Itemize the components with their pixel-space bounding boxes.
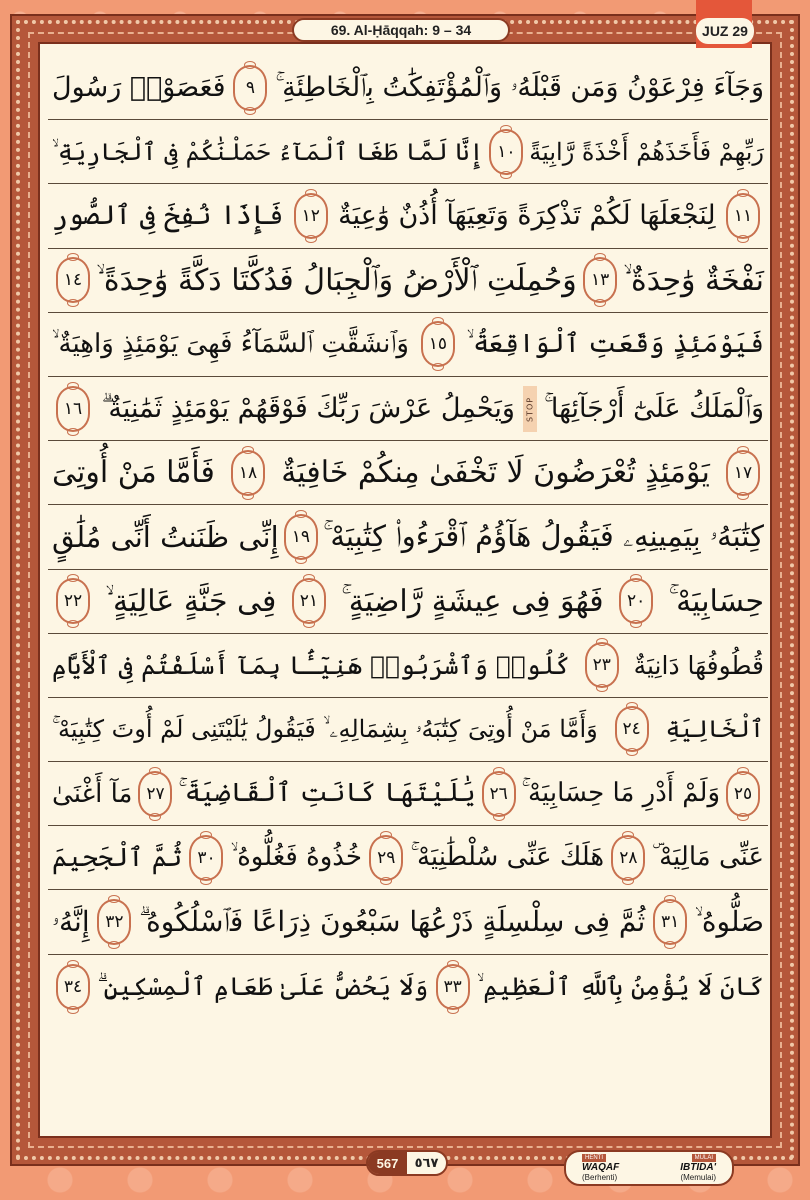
ayah-number-marker: ٢٥: [726, 771, 760, 817]
ayah-number-marker: ٣٤: [56, 964, 90, 1010]
text-line: [48, 505, 768, 569]
verse-text: يَٰلَيْتَهَا كَانَتِ ٱلْقَاضِيَةَ ۚ: [178, 778, 476, 809]
ayah-number-marker: ٣٠: [189, 835, 223, 881]
ayah-number-marker: ٢٩: [369, 835, 403, 881]
waqaf-tag: HENTI: [582, 1154, 606, 1162]
text-line: [48, 184, 768, 248]
text-line: [48, 826, 768, 890]
verse-text: وَٱنشَقَّتِ ٱلسَّمَآءُ فَهِىَ يَوْمَئِذٍ وَاهِيَةٌ ۙ: [52, 328, 409, 359]
verse-text: هَلَكَ عَنِّى سُلْطَٰنِيَهْ ۚ: [410, 842, 605, 873]
text-line: [48, 377, 768, 441]
verse-text: إِنَّهُۥ: [52, 905, 90, 939]
verse-text: نَفْخَةٌ وَٰحِدَةٌ ۙ: [623, 262, 764, 298]
verse-text: عَنِّى مَالِيَهْ ۜ: [652, 842, 764, 873]
ayah-number-marker: ٢٠: [619, 578, 653, 624]
ayah-number-marker: ٢٧: [138, 771, 172, 817]
verse-text: كِتَٰبَهُۥ بِيَمِينِهِۦ فَيَقُولُ هَآؤُمُ ٱقْرَءُوا۟ كِتَٰبِيَهْ ۚ: [323, 519, 764, 554]
ayah-number-marker: ١٧: [726, 450, 760, 496]
verse-text: قُطُوفُهَا دَانِيَةٌ: [633, 650, 764, 680]
ibtida-sub: (Memulai): [680, 1173, 716, 1182]
juz-label: [696, 18, 754, 44]
ayah-number-marker: ٢٣: [585, 642, 619, 688]
verse-text: ٱلْخَالِيَةِ: [665, 715, 764, 744]
ayah-number-marker: ١٨: [231, 450, 265, 496]
ibtida-tag: MULAI: [692, 1154, 716, 1162]
ayah-number-marker: ١٩: [284, 514, 318, 560]
ayah-number-marker: ١٢: [294, 193, 328, 239]
ayah-number-marker: ١٥: [421, 321, 455, 367]
ayah-number-marker: ٢٤: [615, 706, 649, 752]
ayah-number-marker: ٢٨: [611, 835, 645, 881]
verse-text: إِنِّى ظَنَنتُ أَنِّى مُلَٰقٍ: [52, 519, 279, 554]
verse-text: رَبِّهِمْ فَأَخَذَهُمْ أَخْذَةً رَّابِيَةً: [529, 137, 764, 166]
verse-text: وَجَآءَ فِرْعَوْنُ وَمَن قَبْلَهُۥ وَٱلْمُؤْتَفِكَٰتُ بِٱلْخَاطِئَةِ ۚ: [275, 71, 764, 103]
verse-text: وَأَمَّا مَنْ أُوتِىَ كِتَٰبَهُۥ بِشِمَالِهِۦ ۙ فَيَقُولُ يَٰلَيْتَنِى لَمْ أُوتَ كِتَٰبِيَهْ ۚ: [52, 715, 598, 744]
legend-ibtida: [680, 1154, 716, 1182]
text-line: [48, 441, 768, 505]
verse-text: فَهُوَ فِى عِيشَةٍ رَّاضِيَةٍ ۚ: [341, 583, 604, 619]
verse-text: إِنَّا لَمَّا طَغَا ٱلْمَآءُ حَمَلْنَٰكُمْ فِى ٱلْجَارِيَةِ ۙ: [52, 137, 484, 166]
stop-marker: STOP: [523, 386, 537, 432]
verse-text: لِنَجْعَلَهَا لَكُمْ تَذْكِرَةً وَتَعِيَهَآ أُذُنٌ وَٰعِيَةٌ: [338, 200, 716, 232]
ayah-number-marker: ٩: [233, 65, 267, 111]
page-number: [366, 1150, 448, 1176]
text-line: [48, 56, 768, 120]
ayah-number-marker: ١١: [726, 193, 760, 239]
page-number-latin: 567: [368, 1152, 407, 1174]
verse-text: ثُمَّ فِى سِلْسِلَةٍ ذَرْعُهَا سَبْعُونَ ذِرَاعًا فَٱسْلُكُوهُ ۗ: [139, 905, 646, 939]
ayah-number-marker: ٢١: [292, 578, 326, 624]
verse-text: حِسَابِيَهْ ۚ: [668, 583, 764, 619]
ayah-number-marker: ٣٢: [97, 899, 131, 945]
text-line: [48, 313, 768, 377]
ayah-number-marker: ٣٣: [436, 964, 470, 1010]
verse-text: فِى جَنَّةٍ عَالِيَةٍ ۙ: [105, 583, 277, 619]
verse-text: فَإِذَا نُفِخَ فِى ٱلصُّورِ: [52, 200, 284, 232]
ayah-number-marker: ٣١: [653, 899, 687, 945]
text-line: [48, 698, 768, 762]
text-line: [48, 120, 768, 184]
text-line: [48, 634, 768, 698]
ayah-number-marker: ١٦: [56, 386, 90, 432]
ayah-number-marker: ١٠: [489, 129, 523, 175]
text-line: [48, 762, 768, 826]
juz-label-text: JUZ 29: [702, 23, 748, 39]
surah-title-text: 69. Al-Ḥāqqah: 9 – 34: [330, 22, 472, 38]
verse-text: فَأَمَّا مَنْ أُوتِىَ: [52, 455, 215, 491]
page-number-arabic: ٥٦٧: [407, 1152, 446, 1174]
verse-text: يَوْمَئِذٍ تُعْرَضُونَ لَا تَخْفَىٰ مِنكُمْ خَافِيَةٌ: [281, 455, 710, 491]
ibtida-label: IBTIDA': [680, 1162, 716, 1173]
text-line: [48, 955, 768, 1019]
text-line: [48, 890, 768, 954]
verse-text: مَآ أَغْنَىٰ: [52, 778, 133, 809]
verse-text: كَانَ لَا يُؤْمِنُ بِٱللَّهِ ٱلْعَظِيمِ ۙ: [476, 971, 764, 1001]
verse-text: كُلُوا۟ وَٱشْرَبُوا۟ هَنِيٓـَٔۢا بِمَآ أَسْلَفْتُمْ فِى ٱلْأَيَّامِ: [52, 650, 570, 680]
quran-text-area: [48, 56, 768, 1148]
ayah-number-marker: ٢٢: [56, 578, 90, 624]
verse-text: وَلَا يَحُضُّ عَلَىٰ طَعَامِ ٱلْمِسْكِينِ ۗ: [97, 971, 429, 1001]
waqaf-sub: (Berhenti): [582, 1173, 618, 1182]
text-line: [48, 570, 768, 634]
legend-waqaf: [582, 1154, 619, 1182]
text-line: [48, 249, 768, 313]
verse-text: فَيَوْمَئِذٍ وَقَعَتِ ٱلْوَاقِعَةُ ۙ: [466, 328, 764, 359]
waqaf-ibtida-legend: [564, 1150, 734, 1186]
verse-text: ثُمَّ ٱلْجَحِيمَ: [52, 842, 183, 873]
waqaf-label: WAQAF: [582, 1162, 620, 1173]
verse-text: وَٱلْمَلَكُ عَلَىٰٓ أَرْجَآئِهَا ۚ: [544, 392, 764, 424]
verse-text: صَلُّوهُ ۙ: [694, 905, 764, 939]
verse-text: وَلَمْ أَدْرِ مَا حِسَابِيَهْ ۚ: [521, 778, 721, 809]
verse-text: وَيَحْمِلُ عَرْشَ رَبِّكَ فَوْقَهُمْ يَوْمَئِذٍ ثَمَٰنِيَةٌ ۗ: [101, 392, 515, 424]
verse-text: خُذُوهُ فَغُلُّوهُ ۙ: [230, 842, 362, 873]
ayah-number-marker: ٢٦: [482, 771, 516, 817]
surah-title: [292, 18, 510, 42]
verse-text: وَحُمِلَتِ ٱلْأَرْضُ وَٱلْجِبَالُ فَدُكَّتَا دَكَّةً وَٰحِدَةً ۙ: [96, 262, 577, 298]
ayah-number-marker: ١٤: [56, 257, 90, 303]
verse-text: فَعَصَوْا۟ رَسُولَ: [52, 72, 226, 104]
ayah-number-marker: ١٣: [583, 257, 617, 303]
